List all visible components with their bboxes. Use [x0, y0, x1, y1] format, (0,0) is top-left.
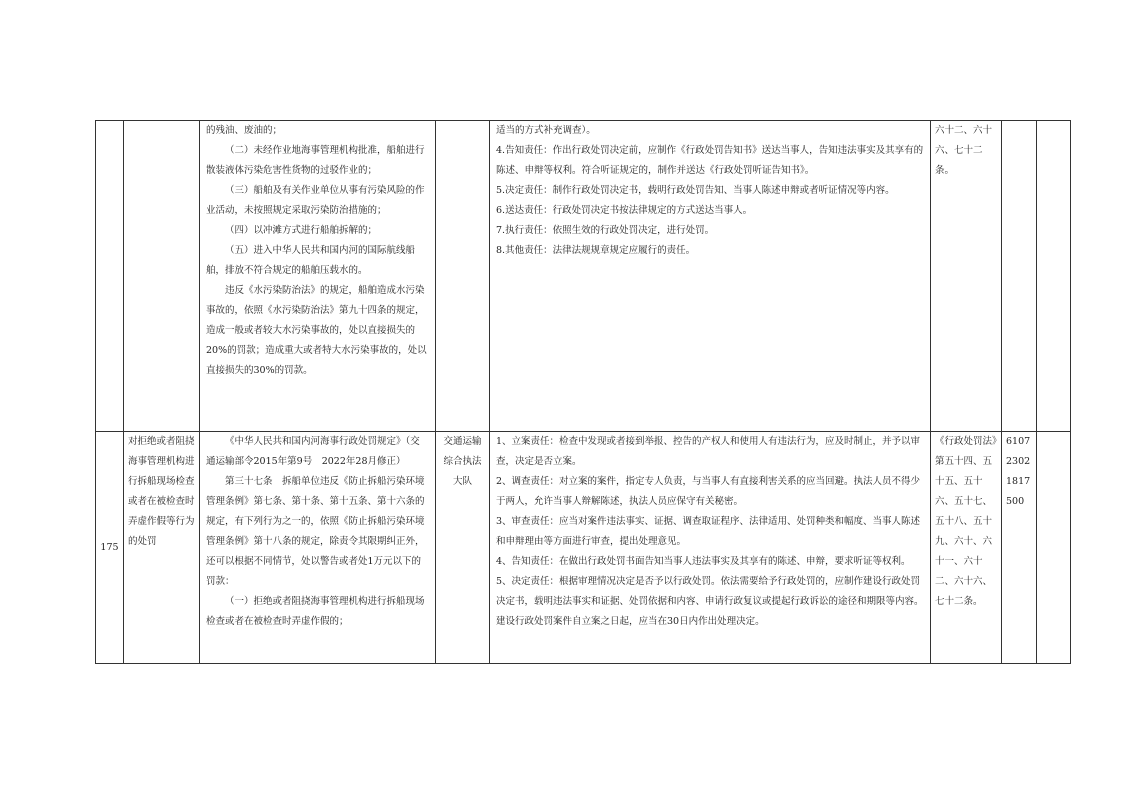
- basis-line: 违反《水污染防治法》的规定，船舶造成水污染事故的，依照《水污染防治法》第九十四条的规定，造成一般或者较大水污染事故的，处以直接损失的20%的罚款；造成重大或者特大水污染事故的，处以直接损失的30%的罚款。: [206, 285, 427, 376]
- responsibility-cell: [490, 121, 931, 432]
- item-number: 175: [100, 541, 119, 553]
- document-table: [95, 120, 1071, 664]
- basis-line: （五）进入中华人民共和国内河的国际航线船舶，排放不符合规定的船舶压载水的。: [206, 245, 416, 276]
- reference-cell: [931, 432, 1002, 664]
- basis-line: （二）未经作业地海事管理机构批准，船舶进行散装液体污染危害性货物的过驳作业的；: [206, 145, 425, 176]
- responsibility-line: 3、审查责任：应当对案件违法事实、证据、调查取证程序、法律适用、处罚种类和幅度、当事人陈述和申辩理由等方面进行审查，提出处理意见。: [496, 516, 921, 547]
- responsibility-line: 4.告知责任：作出行政处罚决定前，应制作《行政处罚告知书》送达当事人，告知违法事实及其享有的陈述、申辩等权利。符合听证规定的，制作并送达《行政处罚听证告知书》。: [496, 145, 924, 176]
- remark-cell: [1037, 432, 1071, 664]
- basis-line: （一）拒绝或者阻挠海事管理机构进行拆船现场检查或者在被检查时弄虚作假的；: [206, 596, 425, 627]
- responsibility-line: 7.执行责任：依照生效的行政处罚决定，进行处罚。: [496, 225, 715, 236]
- number-cell: [96, 432, 124, 664]
- responsibility-line: 6.送达责任：行政处罚决定书按法律规定的方式送达当事人。: [496, 205, 753, 216]
- responsibility-line: 5、决定责任：根据审理情况决定是否予以行政处罚。依法需要给予行政处罚的，应制作建设行政处罚决定书，载明违法事实和证据、处罚依据和内容、申请行政复议或提起行政诉讼的途径和期限等内容。建设行政处罚案件自立案之日起，应当在30日内作出处理决定。: [496, 576, 924, 627]
- code-cell: [1002, 432, 1037, 664]
- department-name: 交通运输综合执法大队: [443, 436, 482, 487]
- reference-cell: [931, 121, 1002, 432]
- responsibility-line: 4、告知责任：在做出行政处罚书面告知当事人违法事实及其享有的陈述、申辩，要求听证等权利。: [496, 556, 911, 567]
- remark-cell: [1037, 121, 1071, 432]
- responsibility-line: 1、立案责任：检查中发现或者接到举报、控告的产权人和使用人有违法行为，应及时制止，并予以审查，决定是否立案。: [496, 436, 921, 467]
- department-cell: [436, 121, 490, 432]
- code-cell: [1002, 121, 1037, 432]
- responsibility-line: 8.其他责任：法律法规规章规定应履行的责任。: [496, 245, 696, 256]
- responsibility-cell: [490, 432, 931, 664]
- legal-basis-cell: [200, 121, 436, 432]
- item-name-cell: [124, 121, 200, 432]
- basis-line: 《中华人民共和国内河海事行政处罚规定》（交通运输部令2015年第9号 2022年28月修正）: [206, 436, 420, 467]
- basis-line: 第三十七条 拆船单位违反《防止拆船污染环境管理条例》第七条、第十条、第十五条、第十六条的规定，有下列行为之一的，依照《防止拆船污染环境管理条例》第十八条的规定，除责令其限期纠正外，还可以根据不同情节，处以警告或者处1万元以下的罚款：: [206, 476, 425, 587]
- item-code: 610723021817500: [1006, 436, 1031, 507]
- table-row: [96, 432, 1071, 664]
- reference-text: 六十二、六十六、七十二条。: [935, 125, 993, 176]
- basis-line: 的残油、废油的；: [206, 125, 283, 136]
- basis-line: （三）船舶及有关作业单位从事有污染风险的作业活动，未按照规定采取污染防治措施的；: [206, 185, 425, 216]
- number-cell: [96, 121, 124, 432]
- item-name-cell: [124, 432, 200, 664]
- legal-basis-cell: [200, 432, 436, 664]
- responsibility-line: 适当的方式补充调查）。: [496, 125, 596, 136]
- item-name: 对拒绝或者阻挠海事管理机构进行拆船现场检查或者在被检查时弄虚作假等行为的处罚: [128, 436, 195, 547]
- responsibility-line: 5.决定责任：制作行政处罚决定书，载明行政处罚告知、当事人陈述申辩或者听证情况等内容。: [496, 185, 895, 196]
- table-row: [96, 121, 1071, 432]
- basis-line: （四）以冲滩方式进行船舶拆解的；: [225, 225, 378, 236]
- responsibility-line: 2、调查责任：对立案的案件，指定专人负责，与当事人有直接利害关系的应当回避。执法人员不得少于两人，允许当事人辩解陈述，执法人员应保守有关秘密。: [496, 476, 921, 507]
- department-cell: [436, 432, 490, 664]
- reference-text: 《行政处罚法》第五十四、五十五、五十六、五十七、五十八、五十九、六十、六十一、六十二、六十六、七十二条。: [935, 436, 997, 607]
